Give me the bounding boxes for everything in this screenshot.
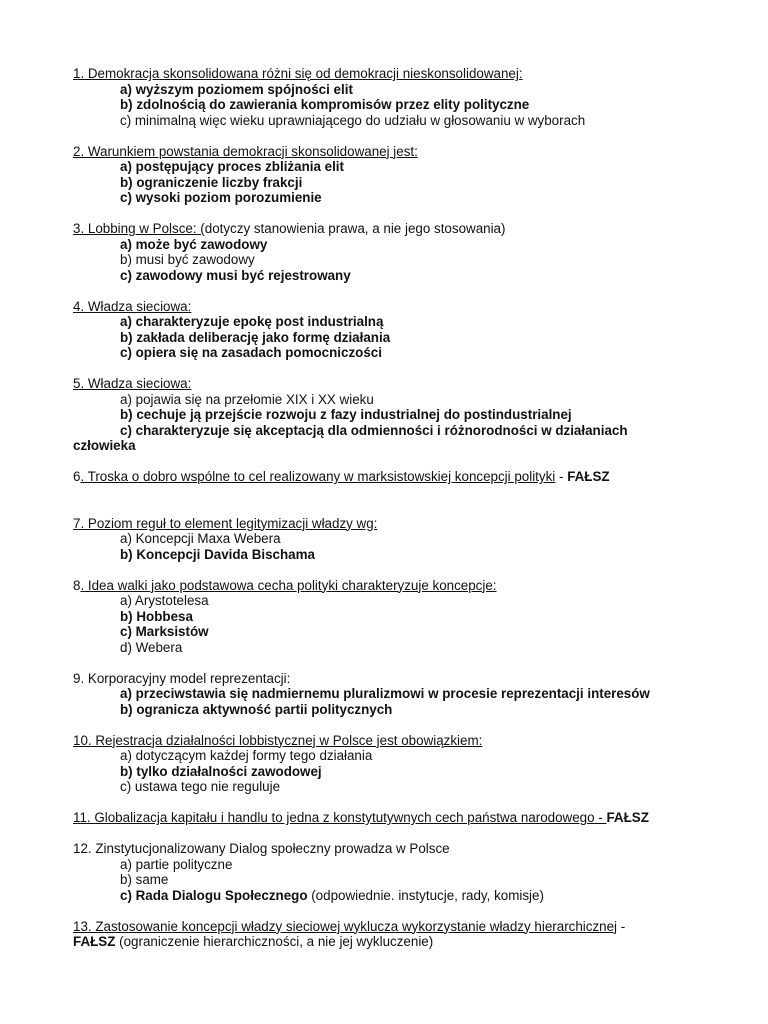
question-7-option-a: a) Koncepcji Maxa Webera (120, 531, 281, 546)
question-8-statement: . Idea walki jako podstawowa cecha polityki charakteryzuje koncepcje: (80, 577, 497, 593)
question-11 (73, 810, 723, 826)
question-2-stem: 2. Warunkiem powstania demokracji skonsolidowanej jest: (73, 143, 418, 159)
question-8 (73, 578, 723, 656)
question-13-note: (ograniczenie hierarchiczności, a nie jej wykluczenie) (115, 934, 434, 949)
question-5-option-c: c) charakteryzuje się akceptacją dla odmienności i różnorodności w działaniach (120, 422, 628, 438)
question-12-option-c (73, 888, 723, 904)
question-6-answer: FAŁSZ (567, 469, 610, 484)
question-1-option-c: c) minimalną więc wieku uprawniającego do udziału w głosowaniu w wyborach (120, 112, 586, 128)
question-9 (73, 671, 723, 718)
question-2-option-c: c) wysoki poziom porozumienie (120, 190, 322, 205)
question-7 (73, 516, 723, 563)
question-3-option-b: b) musi być zawodowy (120, 252, 255, 267)
question-13 (73, 919, 723, 950)
question-11-answer: FAŁSZ (606, 810, 649, 825)
question-2-option-a: a) postępujący proces zbliżania elit (120, 159, 344, 174)
question-6-number: 6 (73, 469, 81, 484)
question-8-stem (73, 578, 723, 594)
question-4-option-a: a) charakteryzuje epokę post industrialną (120, 314, 384, 329)
question-10 (73, 733, 723, 795)
question-8-option-b: b) Hobbesa (120, 608, 193, 624)
question-8-option-d: d) Webera (120, 639, 183, 655)
question-12-option-c-answer: c) Rada Dialogu Społecznego (120, 887, 308, 903)
question-11-statement: 11. Globalizacja kapitału i handlu to jedna z konstytutywnych cech państwa narodowego - (73, 810, 607, 825)
question-12-option-b: b) same (120, 872, 169, 887)
question-5-option-b: b) cechuje ją przejście rozwoju z fazy industrialnej do postindustrialnej (120, 407, 572, 422)
question-13-stem (73, 919, 723, 935)
question-9-stem: 9. Korporacyjny model reprezentacji: (73, 670, 291, 686)
question-9-option-a: a) przeciwstawia się nadmiernemu pluralizmowi w procesie reprezentacji interesów (120, 686, 650, 701)
question-4 (73, 299, 723, 361)
question-8-option-c: c) Marksistów (120, 624, 209, 639)
quiz-document (73, 66, 723, 950)
question-12-option-a: a) partie polityczne (120, 856, 233, 872)
question-2 (73, 144, 723, 206)
question-10-option-a: a) dotyczącym każdej formy tego działania (120, 748, 373, 763)
question-10-stem: 10. Rejestracja działalności lobbistycznej w Polsce jest obowiązkiem: (73, 732, 483, 748)
question-5-stem: 5. Władza sieciowa: (73, 376, 192, 391)
question-3-option-a: a) może być zawodowy (120, 236, 268, 252)
question-3-stem-underlined: 3. Lobbing w Polsce: ( (73, 221, 205, 236)
question-9-option-b: b) ogranicza aktywność partii politycznych (120, 701, 393, 717)
question-7-stem: 7. Poziom reguł to element legitymizacji władzy wg: (73, 515, 378, 531)
question-3-option-c: c) zawodowy musi być rejestrowany (120, 267, 351, 283)
question-13-separator: - (617, 918, 626, 934)
question-1-option-a: a) wyższym poziomem spójności elit (120, 81, 353, 97)
question-5-option-c-continuation: człowieka (73, 438, 136, 453)
question-4-stem: 4. Władza sieciowa: (73, 298, 192, 314)
question-1 (73, 66, 723, 128)
question-6 (73, 469, 723, 485)
question-1-stem: 1. Demokracja skonsolidowana różni się od demokracji nieskonsolidowanej: (73, 66, 523, 81)
question-13-statement: 13. Zastosowanie koncepcji władzy sieciowej wyklucza wykorzystanie władzy hierarchicznej (73, 918, 618, 934)
question-3-stem (73, 221, 723, 237)
question-1-option-b: b) zdolnością do zawierania kompromisów przez elity polityczne (120, 97, 530, 112)
question-6-statement: . Troska o dobro wspólne to cel realizowany w marksistowskiej koncepcji polityki (80, 469, 556, 484)
question-6-stem (73, 469, 723, 485)
question-12 (73, 841, 723, 903)
question-4-option-c: c) opiera się na zasadach pomocniczości (120, 345, 382, 360)
question-5 (73, 376, 723, 454)
question-10-option-b: b) tylko działalności zawodowej (120, 763, 322, 779)
question-2-option-b: b) ograniczenie liczby frakcji (120, 174, 303, 190)
question-4-option-b: b) zakłada deliberację jako formę działania (120, 329, 391, 345)
question-13-answer: FAŁSZ (73, 934, 116, 949)
question-10-option-c: c) ustawa tego nie reguluje (120, 779, 281, 794)
question-12-option-c-note: (odpowiednie. instytucje, rady, komisje) (307, 887, 544, 903)
question-3-stem-note: dotyczy stanowienia prawa, a nie jego stosowania) (204, 221, 506, 236)
question-5-option-a: a) pojawia się na przełomie XIX i XX wieku (120, 391, 374, 407)
question-6-separator: - (555, 469, 568, 484)
question-7-option-b: b) Koncepcji Davida Bischama (120, 546, 315, 562)
question-8-option-a: a) Arystotelesa (120, 593, 209, 608)
question-13-answer-line (73, 934, 723, 950)
question-11-stem (73, 810, 723, 826)
question-12-stem: 12. Zinstytucjonalizowany Dialog społeczny prowadza w Polsce (73, 841, 450, 856)
question-8-number: 8 (73, 577, 81, 593)
question-3 (73, 221, 723, 283)
